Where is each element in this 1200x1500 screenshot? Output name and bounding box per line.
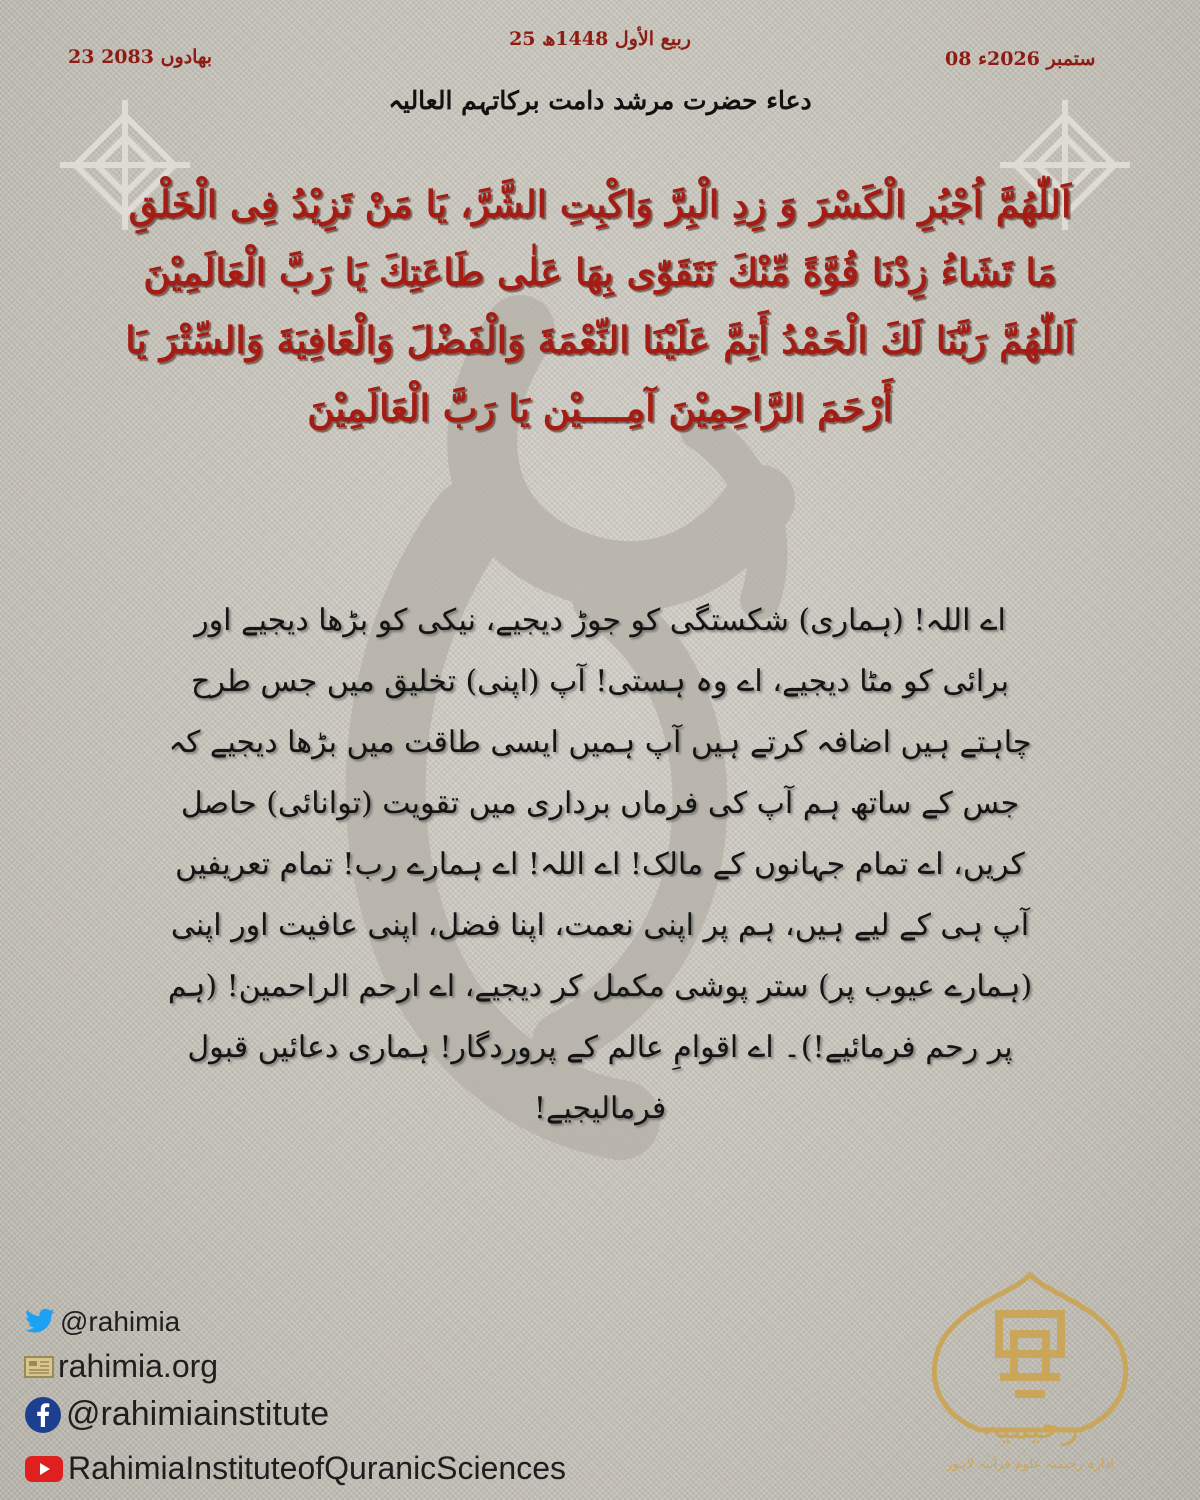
logo-name: رحیمیہ: [981, 1407, 1079, 1447]
hijri-date: 25 ربیع الأول 1448ھ: [509, 28, 691, 50]
twitter-handle: @rahimia: [60, 1306, 181, 1337]
website-url: rahimia.org: [58, 1348, 219, 1384]
web-icon: [24, 1354, 54, 1380]
dua-arabic-text: اَللّٰهُمَّ اُجْبُرِ الْكَسْرَ وَ زِدِ الْبِرَّ وَاكْبِتِ الشَّرَّ، يَا مَنْ تَزِيْدُ فِى الْخَلْقِ مَا تَشَاءُ زِدْنَا قُوَّةً مِّنْكَ نَتَقَوّٰى بِهَا عَلٰى طَاعَتِكَ يَا رَبَّ الْعَالَمِيْنَ اَللّٰهُمَّ رَبَّنَا لَكَ الْحَمْدُ أَتِمَّ عَلَيْنَا النِّعْمَةَ وَالْفَضْلَ وَالْعَافِيَةَ وَالسِّتْرَ يَا أَرْحَمَ الرَّاحِمِيْنَ آمِــــيْن يَا رَبَّ الْعَالَمِيْنَ: [125, 182, 1075, 430]
facebook-handle: @rahimiainstitute: [66, 1395, 330, 1433]
dua-urdu-translation: اے اللہ! (ہماری) شکستگی کو جوڑ دیجیے، نیکی کو بڑھا دیجیے اور برائی کو مٹا دیجیے، اے وہ ہستی! آپ (اپنی) تخلیق میں جس طرح چاہتے ہیں اضافہ کرتے ہیں آپ ہمیں ایسی طاقت میں بڑھا دیجیے کہ جس کے ساتھ ہم آپ کی فرماں برداری میں تقویت (توانائی) حاصل کریں، اے تمام جہانوں کے مالک! اے اللہ! اے ہمارے رب! تمام تعریفیں آپ ہی کے لیے ہیں، ہم پر اپنی نعمت، اپنا فضل، اپنی عافیت اور اپنی (ہمارے عیوب پر) ستر پوشی مکمل کر دیجیے، اے ارحم الراحمین! (ہم پر رحم فرمائیے!)۔ اے اقوامِ عالم کے پروردگار! ہماری دعائیں قبول فرمالیجیے!: [167, 603, 1033, 1126]
facebook-icon: [24, 1396, 62, 1434]
youtube-channel: RahimiaInstituteofQuranicSciences: [68, 1450, 567, 1486]
bikrami-date: 23 بھادوں 2083: [68, 46, 212, 68]
institute-logo: [900, 1265, 1160, 1490]
logo-subtitle: ادارہ رحیمیہ علوم قرآنیہ لاہور: [946, 1457, 1114, 1472]
page-title: دعاء حضرت مرشد دامت برکاتہم العالیہ: [388, 86, 812, 115]
twitter-link[interactable]: [24, 1306, 180, 1338]
youtube-icon: [24, 1454, 64, 1484]
gregorian-date: 08 ستمبر 2026ء: [945, 48, 1096, 70]
twitter-icon: [24, 1308, 56, 1336]
facebook-link[interactable]: [24, 1395, 329, 1434]
website-link[interactable]: [24, 1348, 218, 1385]
youtube-link[interactable]: [24, 1450, 566, 1487]
